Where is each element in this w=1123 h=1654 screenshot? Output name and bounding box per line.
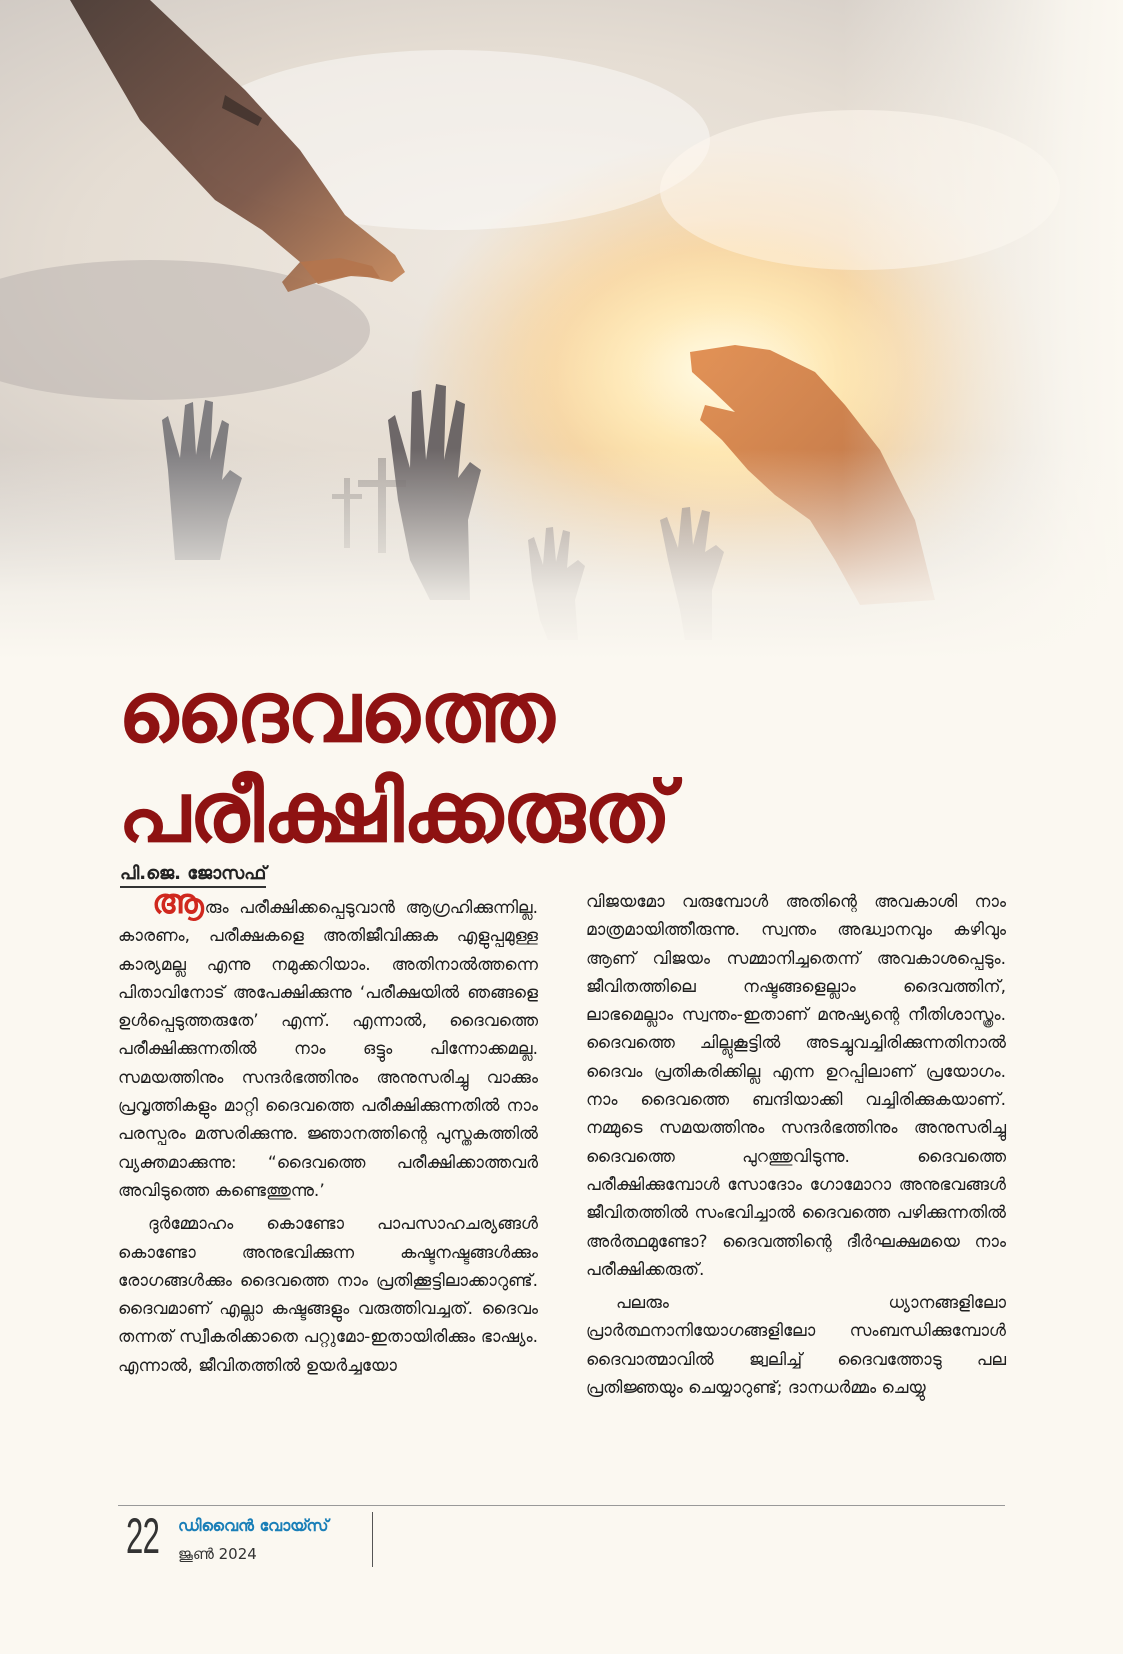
paragraph: വിജയമോ വരുമ്പോൾ അതിന്റെ അവകാശി നാം മാത്രമായിത്തീരുന്നു. സ്വന്തം അദ്ധ്വാനവും കഴിവും ആണ് വിജയം സമ്മാനിച്ചതെന്ന് അവകാശപ്പെടും. ജീവിതത്തിലെ നഷ്ടങ്ങളെല്ലാം ദൈവത്തിന്, ലാഭമെല്ലാം സ്വന്തം-ഇതാണ് മനുഷ്യന്റെ നീതിശാസ്ത്രം. ദൈവത്തെ ചില്ലുകൂട്ടിൽ അടച്ചുവച്ചിരിക്കുന്നതിനാൽ ദൈവം പ്രതികരിക്കില്ല എന്ന ഉറപ്പിലാണ് പ്രയോഗം. നാം ദൈവത്തെ ബന്ദിയാക്കി വച്ചിരിക്കുകയാണ്. നമ്മുടെ സമയത്തിനും സന്ദർഭത്തിനും അനുസരിച്ചു ദൈവത്തെ പുറത്തുവിടുന്നു. ദൈവത്തെ പരീക്ഷിക്കുമ്പോൾ സോദോം ഗോമോറാ അനുഭവങ്ങൾ ജീവിതത്തിൽ സംഭവിച്ചാൽ ദൈവത്തെ പഴിക്കുന്നതിൽ അർത്ഥമുണ്ടോ? ദൈവത്തിന്റെ ദീർഘക്ഷമയെ നാം പരീക്ഷിക്കരുത്.	[586, 892, 1006, 1280]
article-title	[118, 662, 670, 862]
title-line-2: പരീക്ഷിക്കരുത്	[118, 763, 671, 861]
article-column-right	[586, 888, 1006, 1407]
title-line-1: ദൈവത്തെ	[118, 663, 554, 761]
hero-image	[0, 0, 1123, 660]
paragraph	[118, 882, 538, 1205]
article-column-left	[118, 882, 538, 1385]
author-byline: പി.ജെ. ജോസഫ്	[120, 863, 266, 888]
issue-date: ജൂൺ 2024	[178, 1545, 257, 1563]
footer-vertical-rule	[372, 1512, 373, 1567]
footer-divider	[118, 1505, 1005, 1506]
paragraph: പലരും ധ്യാനങ്ങളിലോ പ്രാർത്ഥനാനിയോഗങ്ങളിലോ സംബന്ധിക്കുമ്പോൾ ദൈവാത്മാവിൽ ജ്വലിച്ച് ദൈവത്തോടു പല പ്രതിജ്ഞയും ചെയ്യാറുണ്ട്; ദാനധർമ്മം ചെയ്യു	[586, 1293, 1006, 1399]
drop-cap: ആ	[152, 882, 204, 922]
paragraph: ദുർമ്മോഹം കൊണ്ടോ പാപസാഹചര്യങ്ങൾ കൊണ്ടോ അനുഭവിക്കുന്ന കഷ്ടനഷ്ടങ്ങൾക്കും രോഗങ്ങൾക്കും ദൈവത്തെ നാം പ്രതിക്കൂട്ടിലാക്കാറുണ്ട്. ദൈവമാണ് എല്ലാ കഷ്ടങ്ങളും വരുത്തിവച്ചത്. ദൈവം തന്നത് സ്വീകരിക്കാതെ പറ്റുമോ-ഇതായിരിക്കും ഭാഷ്യം. എന്നാൽ, ജീവിതത്തിൽ ഉയർച്ചയോ	[118, 1214, 538, 1376]
magazine-name: ഡിവൈൻ വോയ്സ്	[178, 1516, 329, 1535]
paragraph-text: രും പരീക്ഷിക്കപ്പെടുവാൻ ആഗ്രഹിക്കുന്നില്ല. കാരണം, പരീക്ഷകളെ അതിജീവിക്കുക എളുപ്പമുള്ള കാര്യമല്ല എന്നു നമുക്കറിയാം. അതിനാൽത്തന്നെ പിതാവിനോട് അപേക്ഷിക്കുന്നു ‘പരീക്ഷയിൽ ഞങ്ങളെ ഉൾപ്പെടുത്തരുതേ’ എന്ന്. എന്നാൽ, ദൈവത്തെ പരീക്ഷിക്കുന്നതിൽ നാം ഒട്ടും പിന്നോക്കമല്ല. സമയത്തിനും സന്ദർഭത്തിനും അനുസരിച്ചു വാക്കും പ്രവൃത്തികളും മാറ്റി ദൈവത്തെ പരീക്ഷിക്കുന്നതിൽ നാം പരസ്പരം മത്സരിക്കുന്നു. ജ്ഞാനത്തിന്റെ പുസ്തകത്തിൽ വ്യക്തമാക്കുന്നു: “ദൈവത്തെ പരീക്ഷിക്കാത്തവർ അവിടുത്തെ കണ്ടെത്തുന്നു.’	[118, 898, 538, 1201]
page-number: 22	[126, 1508, 160, 1564]
